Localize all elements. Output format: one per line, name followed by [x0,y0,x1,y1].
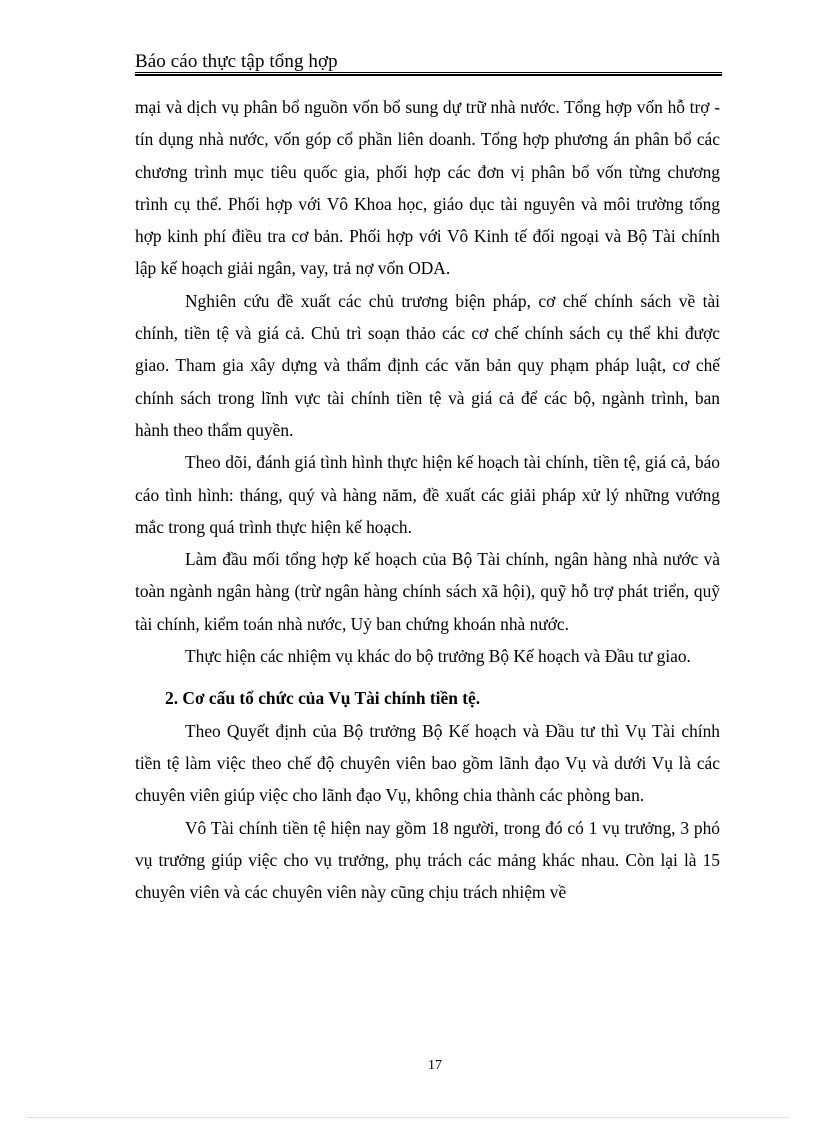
paragraph: Thực hiện các nhiệm vụ khác do bộ trưởng Bộ Kế hoạch và Đầu tư giao. [185,646,691,667]
paragraph: Vô Tài chính tiền tệ hiện nay gồm 18 người, trong đó có 1 vụ trưởng, 3 phó vụ trưởng giúp việc cho vụ trưởng, phụ trách các mảng khác nhau. Còn lại là 15 chuyên viên và các chuyên viên này cũng chịu trách nhiệm về [135,817,720,903]
header-rule-double [135,74,722,76]
page-bottom-divider [28,1117,788,1118]
paragraph: Làm đầu mối tổng hợp kế hoạch của Bộ Tài chính, ngân hàng nhà nước và toàn ngành ngân hàng (trừ ngân hàng chính sách xã hội), quỹ hỗ trợ phát triển, quỹ tài chính, kiểm toán nhà nước, Uỷ ban chứng khoán nhà nước. [135,549,720,634]
section-heading: 2. Cơ cấu tổ chức của Vụ Tài chính tiền tệ. [165,688,481,709]
document-body [135,91,720,908]
paragraph: Theo dõi, đánh giá tình hình thực hiện kế hoạch tài chính, tiền tệ, giá cả, báo cáo tình hình: tháng, quý và hàng năm, đề xuất các giải pháp xử lý những vướng mắc trong quá trình thực hiện kế hoạch. [135,452,720,537]
running-header-title: Báo cáo thực tập tổng hợp [135,51,338,72]
page-number: 17 [428,1058,442,1073]
paragraph: Theo Quyết định của Bộ trưởng Bộ Kế hoạch và Đầu tư thì Vụ Tài chính tiền tệ làm việc theo chế độ chuyên viên bao gồm lãnh đạo Vụ và dưới Vụ là các chuyên viên giúp việc cho lãnh đạo Vụ, không chia thành các phòng ban. [135,720,720,806]
paragraph: Nghiên cứu đề xuất các chủ trương biện pháp, cơ chế chính sách về tài chính, tiền tệ và giá cả. Chủ trì soạn thảo các cơ chế chính sách cụ thể khi được giao. Tham gia xây dựng và thẩm định các văn bản quy phạm pháp luật, cơ chế chính sách trong lĩnh vực tài chính tiền tệ và giá cả để các bộ, ngành trình, ban hành theo thẩm quyền. [135,290,720,440]
header-rule [135,72,722,73]
paragraph-continued: mại và dịch vụ phân bổ nguồn vốn bổ sung dự trữ nhà nước. Tổng hợp vốn hỗ trợ - tín dụng nhà nước, vốn góp cổ phần liên doanh. Tổng hợp phương án phân bổ các chương trình mục tiêu quốc gia, phối hợp các đơn vị phân bổ vốn từng chương trình cụ thể. Phối hợp với Vô Khoa học, giáo dục tài nguyên và môi trường tổng hợp kinh phí điều tra cơ bản. Phối hợp với Vô Kinh tế đối ngoại và Bộ Tài chính lập kế hoạch giải ngân, vay, trả nợ vốn ODA. [135,97,720,279]
